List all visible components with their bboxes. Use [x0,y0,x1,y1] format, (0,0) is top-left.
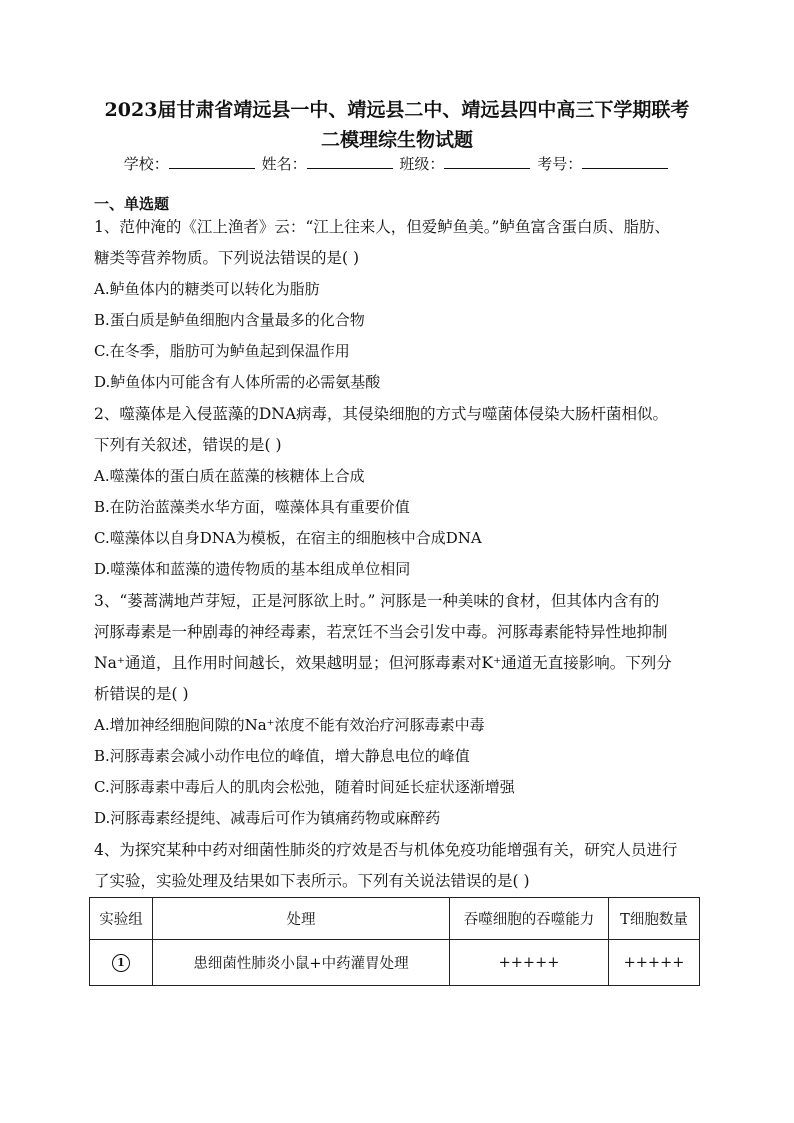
question-1-option-b: B.蛋白质是鲈鱼细胞内含量最多的化合物 [94,311,365,329]
class-label: 班级： [399,155,445,173]
exam-number-label: 考号： [537,155,583,173]
question-3-option-a: A.增加神经细胞间隙的Na⁺浓度不能有效治疗河豚毒素中毒 [94,716,485,734]
school-blank[interactable] [169,152,255,169]
table-header-group: 实验组 [90,898,153,940]
question-2-stem-line-2: 下列有关叙述，错误的是( ) [94,436,282,454]
question-3-option-c: C.河豚毒素中毒后人的肌肉会松弛，随着时间延长症状逐渐增强 [94,778,515,796]
question-3-stem-line-2: 河豚毒素是一种剧毒的神经毒素，若烹饪不当会引发中毒。河豚毒素能特异性地抑制 [94,623,668,641]
question-1-stem-line-1: 1、范仲淹的《江上渔者》云：“江上往来人，但爱鲈鱼美。”鲈鱼富含蛋白质、脂肪、 [94,218,670,236]
table-cell-treatment: 患细菌性肺炎小鼠+中药灌胃处理 [153,940,450,986]
question-1-stem-line-2: 糖类等营养物质。下列说法错误的是( ) [94,249,360,267]
table-cell-group [90,940,153,986]
question-3-option-b: B.河豚毒素会减小动作电位的峰值，增大静息电位的峰值 [94,747,470,765]
table-row [90,940,700,986]
name-label: 姓名： [261,155,307,173]
question-3-stem-line-3: Na⁺通道，且作用时间越长，效果越明显；但河豚毒素对K⁺通道无直接影响。下列分 [94,654,672,672]
question-2-option-c: C.噬藻体以自身DNA为模板，在宿主的细胞核中合成DNA [94,529,482,547]
question-3-stem-line-1: 3、“蒌蒿满地芦芽短，正是河豚欲上时。” 河豚是一种美味的食材，但其体内含有的 [94,592,660,610]
question-1-option-d: D.鲈鱼体内可能含有人体所需的必需氨基酸 [94,373,381,391]
table-cell-tcell: +++++ [609,940,700,986]
section-title: 一、单选题 [94,195,170,213]
exam-title-line2: 二模理综生物试题 [320,129,473,151]
table-header-phagocyte: 吞噬细胞的吞噬能力 [450,898,609,940]
question-4-stem-line-1: 4、为探究某种中药对细菌性肺炎的疗效是否与机体免疫功能增强有关，研究人员进行 [94,841,678,859]
group-number-badge: 1 [112,954,130,972]
question-2-option-d: D.噬藻体和蓝藻的遗传物质的基本组成单位相同 [94,560,411,578]
student-info-row [0,152,794,176]
table-cell-phagocyte: +++++ [450,940,609,986]
question-2-option-a: A.噬藻体的蛋白质在蓝藻的核糖体上合成 [94,467,365,485]
question-2-stem-line-1: 2、噬藻体是入侵蓝藻的DNA病毒，其侵染细胞的方式与噬菌体侵染大肠杆菌相似。 [94,405,669,423]
table-header-row [90,898,700,940]
name-blank[interactable] [307,152,393,169]
class-blank[interactable] [444,152,530,169]
question-2-option-b: B.在防治蓝藻类水华方面，噬藻体具有重要价值 [94,498,410,516]
question-3-stem-line-4: 析错误的是( ) [94,685,189,703]
question-4-stem-line-2: 了实验，实验处理及结果如下表所示。下列有关说法错误的是( ) [94,872,530,890]
exam-number-blank[interactable] [582,152,668,169]
question-1-option-a: A.鲈鱼体内的糖类可以转化为脂肪 [94,280,320,298]
table-header-tcell: T细胞数量 [609,898,700,940]
school-label: 学校： [123,155,169,173]
table-header-treatment: 处理 [153,898,450,940]
question-1-option-c: C.在冬季，脂肪可为鲈鱼起到保温作用 [94,342,350,360]
question-3-option-d: D.河豚毒素经提纯、减毒后可作为镇痛药物或麻醉药 [94,809,441,827]
experiment-table [89,897,700,986]
exam-title-line1: 2023届甘肃省靖远县一中、靖远县二中、靖远县四中高三下学期联考 [104,99,690,121]
